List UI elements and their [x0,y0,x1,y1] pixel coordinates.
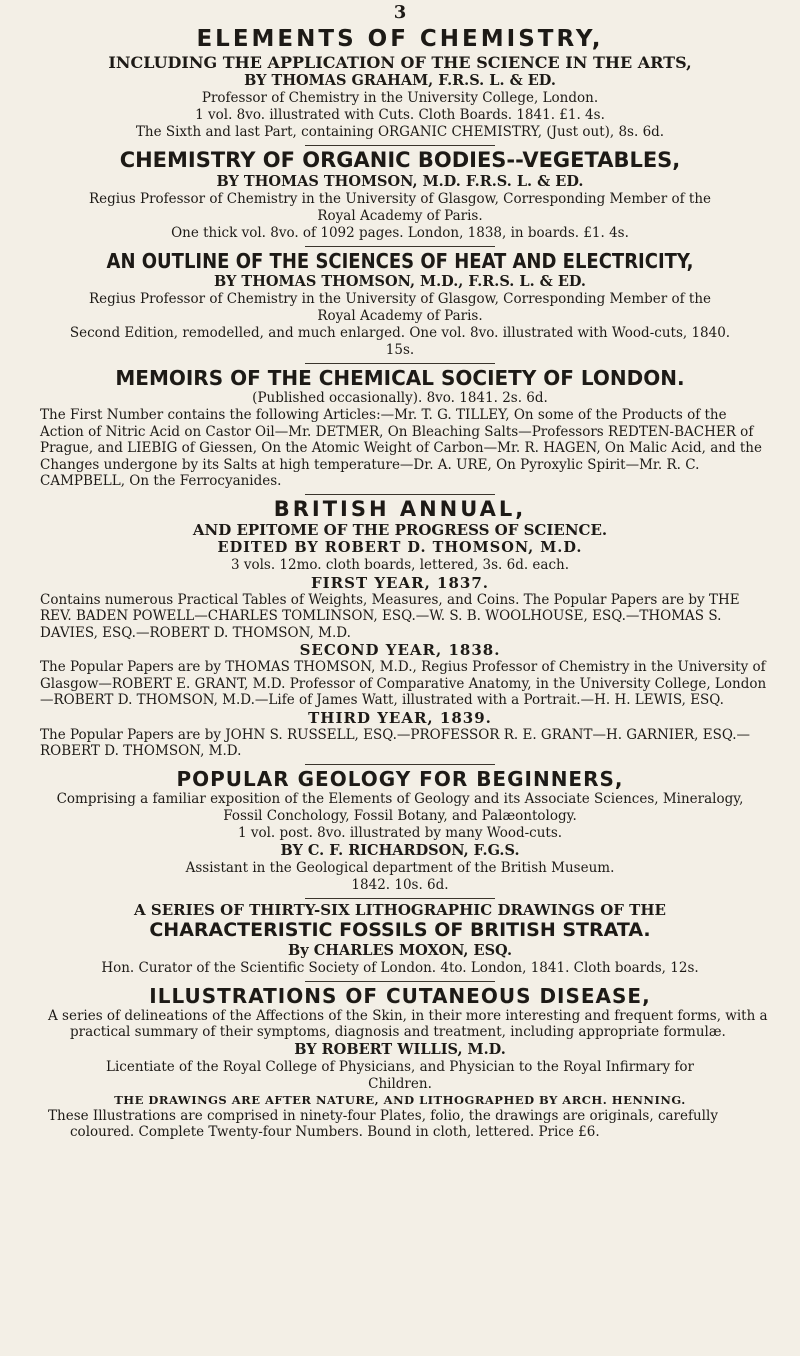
entry-title: ELEMENTS OF CHEMISTRY, [196,26,604,52]
entry-body: The First Number contains the following Articles:—Mr. T. G. TILLEY, On some of the Products of the Action of Nitric Acid on Castor Oil—Mr. DETMER, On Bleaching Salts—Professors REDTEN-BACHER of Prague, and LIEBIG of Giessen, On the Atomic Weight of Carbon—Mr. R. HAGEN, On Malic Acid, and the Changes undergone by its Salts at high temperature—Dr. A. URE, On Pyroxylic Spirit—Mr. R. C. CAMPBELL, On the Ferrocyanides. [40,407,762,489]
page-number: 3 [393,2,407,23]
entry-author: By CHARLES MOXON, ESQ. [288,941,512,959]
entry-subtitle: AND EPITOME OF THE PROGRESS OF SCIENCE. [192,520,608,539]
entry-elements-of-chemistry [30,26,770,141]
entry-position: Licentiate of the Royal College of Physicians, and Physician to the Royal Infirmary for Children. [106,1058,694,1092]
entry-title: POPULAR GEOLOGY FOR BEGINNERS, [176,766,624,791]
divider-rule [305,145,495,146]
entry-details: 1 vol. post. 8vo. illustrated by many Wood-cuts. [237,824,563,841]
entry-author: BY ROBERT WILLIS, M.D. [294,1040,506,1058]
entry-chemistry-organic-bodies [30,148,770,242]
entry-position: Regius Professor of Chemistry in the University of Glasgow, Corresponding Member of the Royal Academy of Paris. [88,291,712,324]
entry-body-2: These Illustrations are comprised in ninety-four Plates, folio, the drawings are originals, carefully coloured. Complete Twenty-four Numbers. Bound in cloth, lettered. Price £6. [48,1107,718,1140]
entry-details: One thick vol. 8vo. of 1092 pages. London, 1838, in boards. £1. 4s. [171,225,629,241]
divider-rule [305,898,495,899]
entry-details: (Published occasionally). 8vo. 1841. 2s. 6d. [252,390,548,406]
divider-rule [305,764,495,765]
entry-subtitle: INCLUDING THE APPLICATION OF THE SCIENCE IN THE ARTS, [108,53,692,72]
entry-position: Assistant in the Geological department of the British Museum. [185,859,615,876]
year-text: The Popular Papers are by THOMAS THOMSON, M.D., Regius Professor of Chemistry in the University of Glasgow—ROBERT E. GRANT, M.D. Professor of Comparative Anatomy, in the University College, London—ROBERT D. THOMSON, M.D.—Life of James Watt, illustrated with a Portrait.—H. H. LEWIS, ESQ. [40,659,767,708]
entry-popular-geology [30,767,770,894]
entry-author: BY THOMAS THOMSON, M.D., F.R.S. L. & ED. [214,273,586,290]
entry-body: A series of delineations of the Affections of the Skin, in their more interesting and frequent forms, with a practical summary of their symptoms, diagnosis and treatment, including appropriate formulæ. [48,1007,768,1040]
divider-rule [305,494,495,495]
entry-author: BY THOMAS GRAHAM, F.R.S. L. & ED. [244,72,556,89]
entry-title: AN OUTLINE OF THE SCIENCES OF HEAT AND ELECTRICITY, [106,249,694,273]
entry-details: 3 vols. 12mo. cloth boards, lettered, 3s. 6d. each. [230,556,570,573]
divider-rule [305,981,495,982]
entry-author: BY C. F. RICHARDSON, F.G.S. [280,841,520,859]
entry-title: BRITISH ANNUAL, [273,496,527,521]
entry-pre-title: A SERIES OF THIRTY-SIX LITHOGRAPHIC DRAWINGS OF THE [134,900,666,919]
entry-title: MEMOIRS OF THE CHEMICAL SOCIETY OF LONDON. [115,366,685,390]
entry-cutaneous-disease [30,984,770,1141]
entry-details: 1 vol. 8vo. illustrated with Cuts. Cloth Boards. 1841. £1. 4s. [195,107,605,123]
entry-position: Regius Professor of Chemistry in the University of Glasgow, Corresponding Member of the Royal Academy of Paris. [88,191,712,224]
divider-rule [305,246,495,247]
entry-subtitle: Comprising a familiar exposition of the Elements of Geology and its Associate Sciences, Mineralogy, Fossil Conchology, Fossil Botany, and Palæontology. [56,790,744,824]
entry-author: BY THOMAS THOMSON, M.D. F.R.S. L. & ED. [216,173,584,190]
entry-note: 1842. 10s. 6d. [351,876,449,893]
entry-note: THE DRAWINGS ARE AFTER NATURE, AND LITHOGRAPHED BY ARCH. HENNING. [114,1092,686,1107]
entry-title: CHARACTERISTIC FOSSILS OF BRITISH STRATA. [149,918,651,941]
year-text: Contains numerous Practical Tables of Weights, Measures, and Coins. The Popular Papers are by THE REV. BADEN POWELL—CHARLES TOMLINSON, ESQ.—W. S. B. WOOLHOUSE, ESQ.—THOMAS S. DAVIES, ESQ.—ROBERT D. THOMSON, M.D. [40,591,740,641]
entry-title: ILLUSTRATIONS OF CUTANEOUS DISEASE, [149,983,651,1008]
entry-author: EDITED BY ROBERT D. THOMSON, M.D. [217,538,583,556]
entry-memoirs-chemical-society [30,366,770,490]
entry-heat-and-electricity [30,249,770,359]
entry-title: CHEMISTRY OF ORGANIC BODIES--VEGETABLES, [119,148,681,172]
entry-position: Professor of Chemistry in the University College, London. [201,90,599,106]
year-heading: THIRD YEAR, 1839. [308,708,492,727]
year-heading: SECOND YEAR, 1838. [299,641,501,659]
entry-note: The Sixth and last Part, containing ORGANIC CHEMISTRY, (Just out), 8s. 6d. [135,124,665,140]
year-heading: FIRST YEAR, 1837. [310,573,489,592]
entry-british-annual [30,497,770,760]
entry-details: Second Edition, remodelled, and much enlarged. One vol. 8vo. illustrated with Wood-cuts, 1840. 15s. [69,325,731,358]
entry-characteristic-fossils [30,901,770,977]
year-text: The Popular Papers are by JOHN S. RUSSELL, ESQ.—PROFESSOR R. E. GRANT—H. GARNIER, ESQ.—ROBERT D. THOMSON, M.D. [40,726,751,759]
divider-rule [305,363,495,364]
entry-details: Hon. Curator of the Scientific Society of London. 4to. London, 1841. Cloth boards, 12s. [101,959,699,976]
